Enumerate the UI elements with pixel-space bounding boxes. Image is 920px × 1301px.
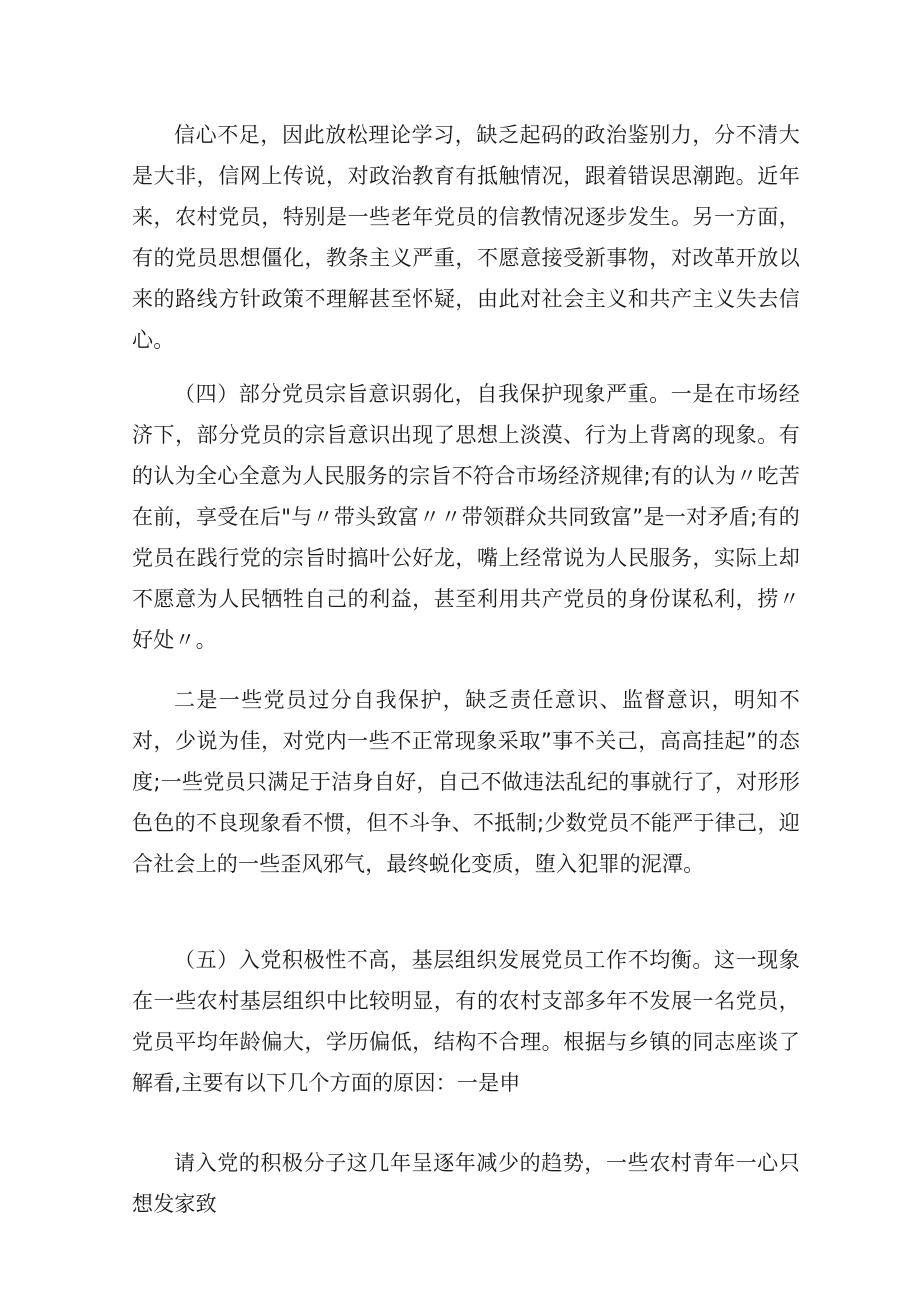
paragraph-4: （五）入党积极性不高，基层组织发展党员工作不均衡。这一现象在一些农村基层组织中比较明显，有的农村支部多年不发展一名党员，党员平均年龄偏大，学历偏低，结构不合理。根据与乡镇的同志座谈了解看,主要有以下几个方面的原因：一是申 — [132, 948, 800, 1095]
paragraph-1: 信心不足，因此放松理论学习，缺乏起码的政治鉴别力，分不清大是大非，信网上传说，对政治教育有抵触情况，跟着错误思潮跑。近年来，农村党员，特别是一些老年党员的信教情况逐步发生。另一方面，有的党员思想僵化，教条主义严重，不愿意接受新事物，对改革开放以来的路线方针政策不理解甚至怀疑，由此对社会主义和共产主义失去信心。 — [132, 123, 800, 352]
paragraph-3: 二是一些党员过分自我保护，缺乏责任意识、监督意识，明知不对，少说为佳，对党内一些不正常现象采取”事不关己，高高挂起”的态度;一些党员只满足于洁身自好，自己不做违法乱纪的事就行了，对形形色色的不良现象看不惯，但不斗争、不抵制;少数党员不能严于律己，迎合社会上的一些歪风邪气，最终蜕化变质，堕入犯罪的泥潭。 — [132, 688, 800, 876]
paragraph-2: （四）部分党员宗旨意识弱化，自我保护现象严重。一是在市场经济下，部分党员的宗旨意识出现了思想上淡漠、行为上背离的现象。有的认为全心全意为人民服务的宗旨不符合市场经济规律;有的认为〃吃苦在前，享受在后"与〃带头致富〃〃带领群众共同致富”是一对矛盾;有的党员在践行党的宗旨时搞叶公好龙，嘴上经常说为人民服务，实际上却不愿意为人民牺牲自己的利益，甚至利用共产党员的身份谋私利，捞〃好处〃。 — [132, 382, 800, 652]
paragraph-5: 请入党的积极分子这几年呈逐年减少的趋势，一些农村青年一心只想发家致 — [132, 1151, 800, 1216]
